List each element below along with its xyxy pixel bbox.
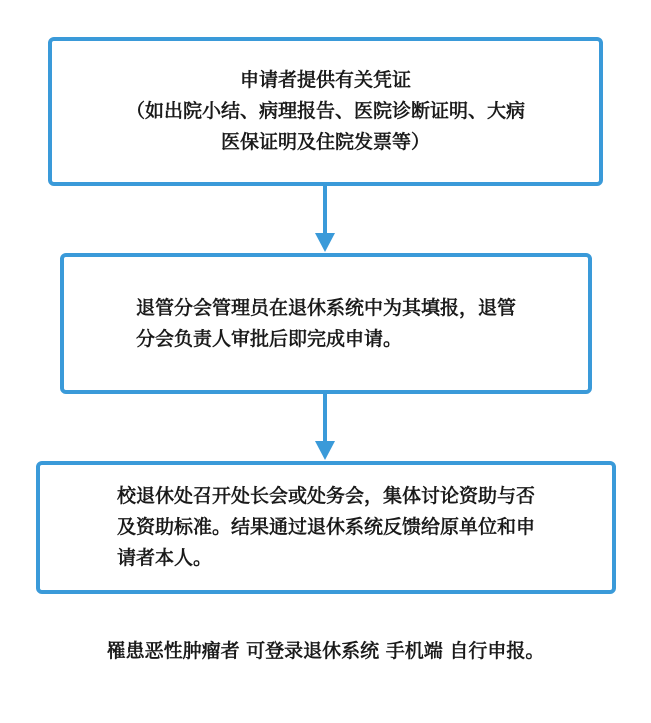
flow-step-2-box [60, 253, 592, 394]
flow-step-1-text [126, 65, 525, 158]
flow-step-1-line-2: （如出院小结、病理报告、医院诊断证明、大病 [125, 100, 525, 122]
flow-step-3-line-1: 校退休处召开处长会或处务会，集体讨论资助与否 [116, 485, 535, 507]
flow-arrow-2-head [315, 441, 335, 460]
flow-step-2-text [136, 293, 516, 355]
flow-step-3-box [36, 461, 616, 594]
flow-step-3-text [117, 481, 535, 574]
flow-arrow-1 [313, 186, 337, 253]
footer-note: 罹患恶性肿瘤者 可登录退休系统 手机端 自行申报。 [106, 640, 545, 662]
flow-step-2-line-2: 分会负责人审批后即完成申请。 [135, 327, 402, 350]
flow-step-3-line-2: 及资助标准。结果通过退休系统反馈给原单位和申 [116, 516, 535, 538]
flow-arrow-2 [313, 394, 337, 461]
flow-step-1-box [48, 37, 603, 186]
flow-step-2-line-1: 退管分会管理员在退休系统中为其填报，退管 [135, 296, 516, 319]
flow-step-1-line-3: 医保证明及住院发票等） [220, 131, 430, 153]
flow-arrow-1-head [315, 233, 335, 252]
flow-step-3-line-3: 请者本人。 [116, 547, 212, 569]
flow-step-1-line-1: 申请者提供有关凭证 [239, 69, 411, 91]
